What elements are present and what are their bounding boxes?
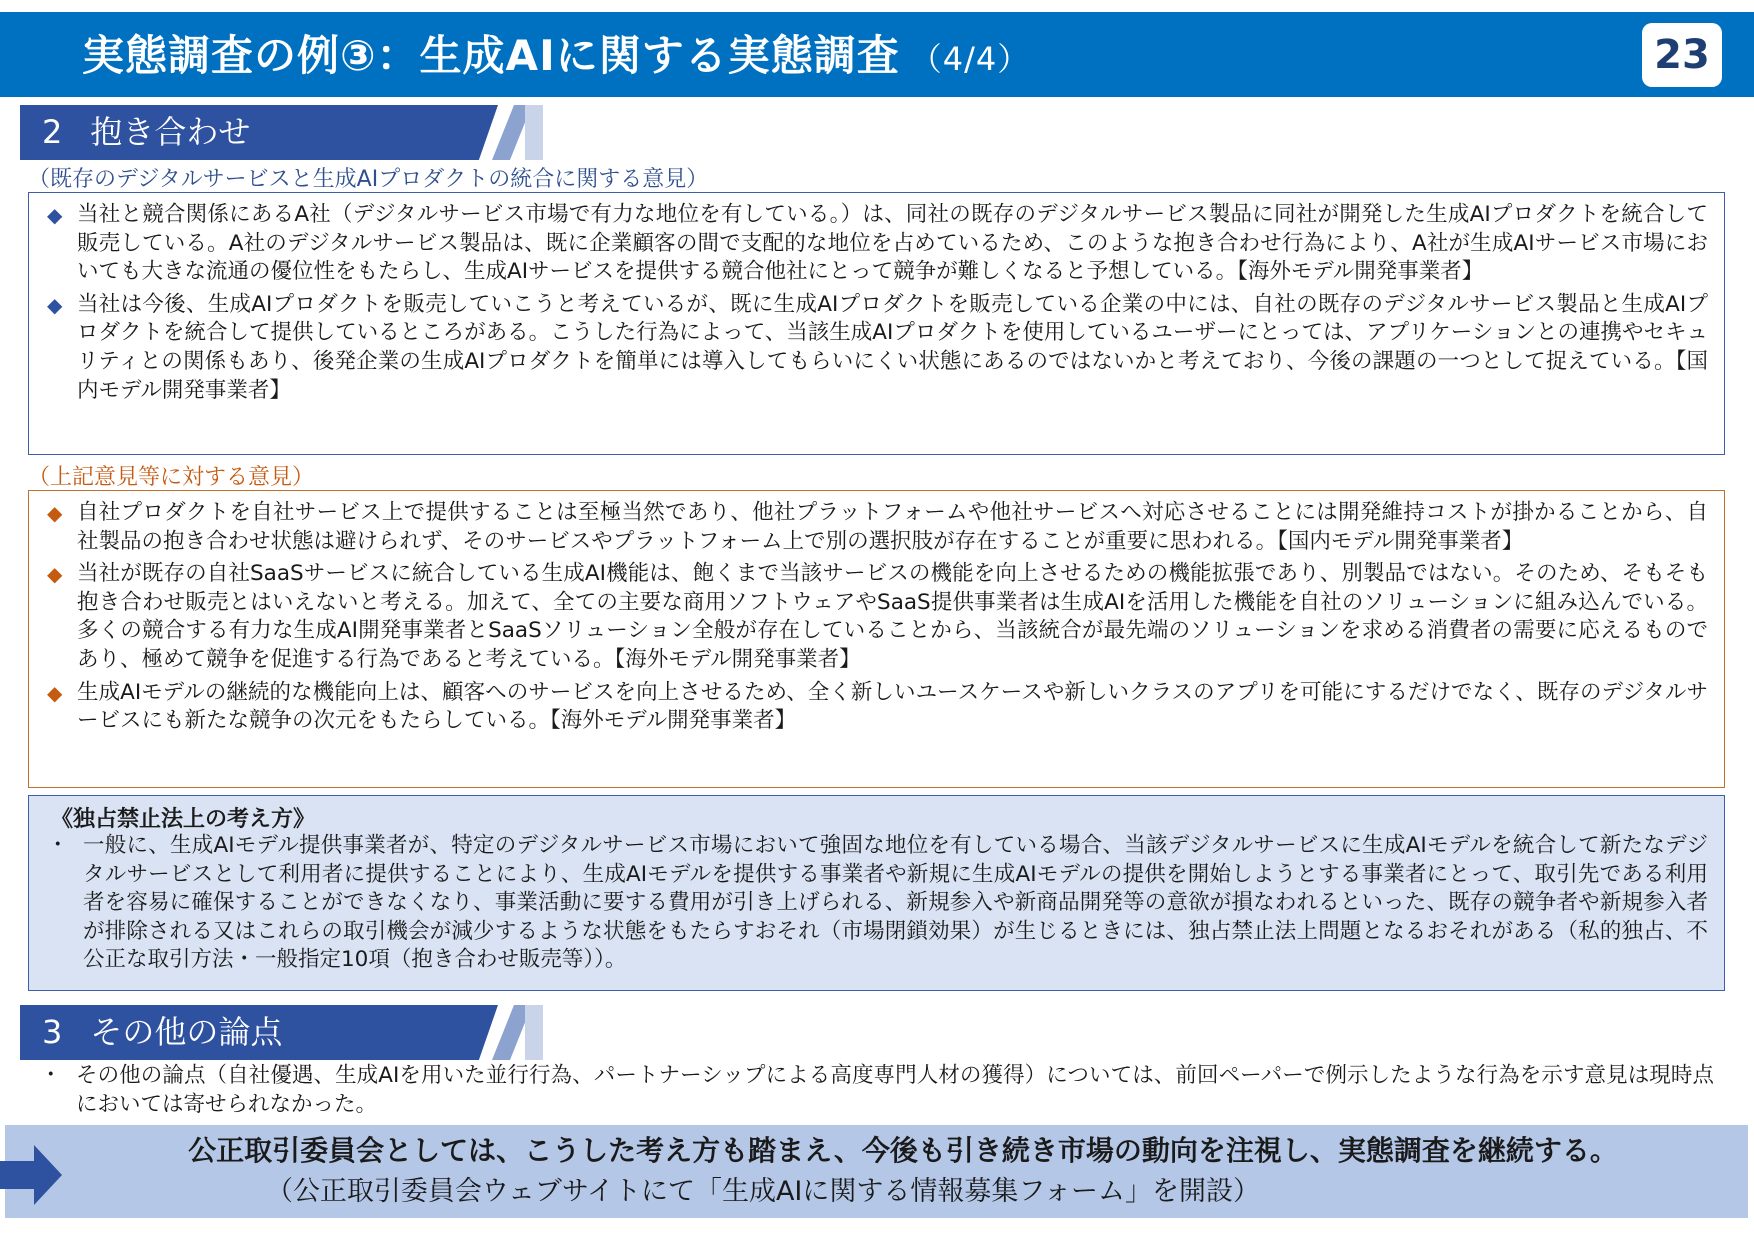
- responses-box: [28, 490, 1725, 788]
- page-number-badge: 23: [1642, 23, 1722, 87]
- section-label: その他の論点: [90, 1013, 283, 1051]
- other-issues: [34, 1062, 1714, 1119]
- antitrust-box: [28, 795, 1725, 991]
- opinion-item: [45, 291, 1708, 405]
- conclusion-band: [5, 1125, 1748, 1218]
- diamond-bullet-icon: ◆: [47, 562, 63, 587]
- opinion-item: [45, 201, 1708, 287]
- response-item: [45, 560, 1708, 674]
- conclusion-sub: （公正取引委員会ウェブサイトにて「生成AIに関する情報募集フォーム」を開設）: [265, 1176, 1261, 1207]
- opinion-text: 当社と競合関係にあるA社（デジタルサービス市場で有力な地位を有している。）は、同社の既存のデジタルサービス製品に同社が開発した生成AIプロダクトを統合して販売している。A社のデジタルサービス製品は、既に企業顧客の間で支配的な地位を占めているため、このような抱き合わせ行為により、A社が生成AIサービス市場においても大きな流通の優位性をもたらし、生成AIサービスを提供する競合他社にとって競争が難しくなると予想している。【海外モデル開発事業者】: [77, 202, 1708, 285]
- title-bar: [0, 12, 1754, 97]
- diamond-bullet-icon: ◆: [47, 203, 63, 227]
- diamond-bullet-icon: ◆: [47, 292, 63, 317]
- right-arrow-icon: [0, 1145, 62, 1205]
- section-number: 2: [42, 113, 63, 151]
- antitrust-item: [41, 832, 1708, 975]
- opinions-caption: （既存のデジタルサービスと生成AIプロダクトの統合に関する意見）: [28, 167, 709, 192]
- response-item: [45, 499, 1708, 556]
- section-number: 3: [42, 1013, 63, 1051]
- section-3-title: [42, 1011, 282, 1053]
- other-issues-item: [34, 1062, 1714, 1119]
- response-item: [45, 679, 1708, 736]
- page-title: [82, 32, 1030, 83]
- title-page-range: （4/4）: [909, 40, 1031, 78]
- diamond-bullet-icon: ◆: [47, 680, 63, 705]
- opinions-box: [28, 192, 1725, 455]
- antitrust-text: 一般に、生成AIモデル提供事業者が、特定のデジタルサービス市場において強固な地位を有している場合、当該デジタルサービスに生成AIモデルを統合して新たなデジタルサービスとして利用者に提供することにより、生成AIモデルを提供する事業者や新規に生成AIモデルの提供を開始しようとする事業者にとって、取引先である利用者を容易に確保することができなくなり、事業活動に要する費用が引き上げられる、新規参入や新商品開発等の意欲が損なわれるといった、既存の競争者や新規参入者が排除される又はこれらの取引機会が減少するような状態をもたらすおそれ（市場閉鎖効果）が生じるときには、独占禁止法上問題となるおそれがある（私的独占、不公正な取引方法・一般指定10項（抱き合わせ販売等））。: [83, 833, 1708, 973]
- bullet-dot-icon: ・: [40, 1063, 62, 1088]
- decorative-stripe: [525, 105, 543, 160]
- responses-caption: （上記意見等に対する意見）: [28, 465, 315, 490]
- diamond-bullet-icon: ◆: [47, 501, 63, 525]
- response-text: 生成AIモデルの継続的な機能向上は、顧客へのサービスを向上させるため、全く新しいユースケースや新しいクラスのアプリを可能にするだけでなく、既存のデジタルサービスにも新たな競争の次元をもたらしている。【海外モデル開発事業者】: [77, 679, 1708, 734]
- response-text: 当社が既存の自社SaaSサービスに統合している生成AI機能は、飽くまで当該サービスの機能を向上させるための機能拡張であり、別製品ではない。そのため、そもそも抱き合わせ販売とはいえないと考える。加えて、全ての主要な商用ソフトウェアやSaaS提供事業者は生成AIを活用した機能を自社のソリューションに組み込んでいる。多くの競合する有力な生成AI開発事業者とSaaSソリューション全般が存在していることから、当該統合が最先端のソリューションを求める消費者の需要に応えるものであり、極めて競争を促進する行為であると考えている。【海外モデル開発事業者】: [77, 561, 1708, 672]
- title-text: 実態調査の例③：生成AIに関する実態調査: [82, 31, 900, 80]
- decorative-stripe: [525, 1005, 543, 1060]
- other-issues-text: その他の論点（自社優遇、生成AIを用いた並行行為、パートナーシップによる高度専門人材の獲得）については、前回ペーパーで例示したような行為を示す意見は現時点においては寄せられなかった。: [76, 1063, 1714, 1117]
- response-text: 自社プロダクトを自社サービス上で提供することは至極当然であり、他社プラットフォームや他社サービスへ対応させることには開発維持コストが掛かることから、自社製品の抱き合わせ状態は避けられず、そのサービスやプラットフォーム上で別の選択肢が存在することが重要に思われる。【国内モデル開発事業者】: [77, 500, 1708, 554]
- section-label: 抱き合わせ: [90, 113, 251, 151]
- section-2-title: [42, 111, 250, 153]
- opinion-text: 当社は今後、生成AIプロダクトを販売していこうと考えているが、既に生成AIプロダクトを販売している企業の中には、自社の既存のデジタルサービス製品と生成AIプロダクトを統合して提供しているところがある。こうした行為によって、当該生成AIプロダクトを使用しているユーザーにとっては、アプリケーションとの連携やセキュリティとの関係もあり、後発企業の生成AIプロダクトを簡単には導入してもらいにくい状態にあるのではないかと考えており、今後の課題の一つとして捉えている。【国内モデル開発事業者】: [77, 291, 1708, 403]
- section-3-header: [20, 1005, 500, 1060]
- conclusion-main: 公正取引委員会としては、こうした考え方も踏まえ、今後も引き続き市場の動向を注視し、実態調査を継続する。: [188, 1134, 1618, 1167]
- antitrust-heading: 《独占禁止法上の考え方》: [51, 807, 316, 832]
- section-2-header: [20, 105, 500, 160]
- bullet-dot-icon: ・: [47, 833, 69, 858]
